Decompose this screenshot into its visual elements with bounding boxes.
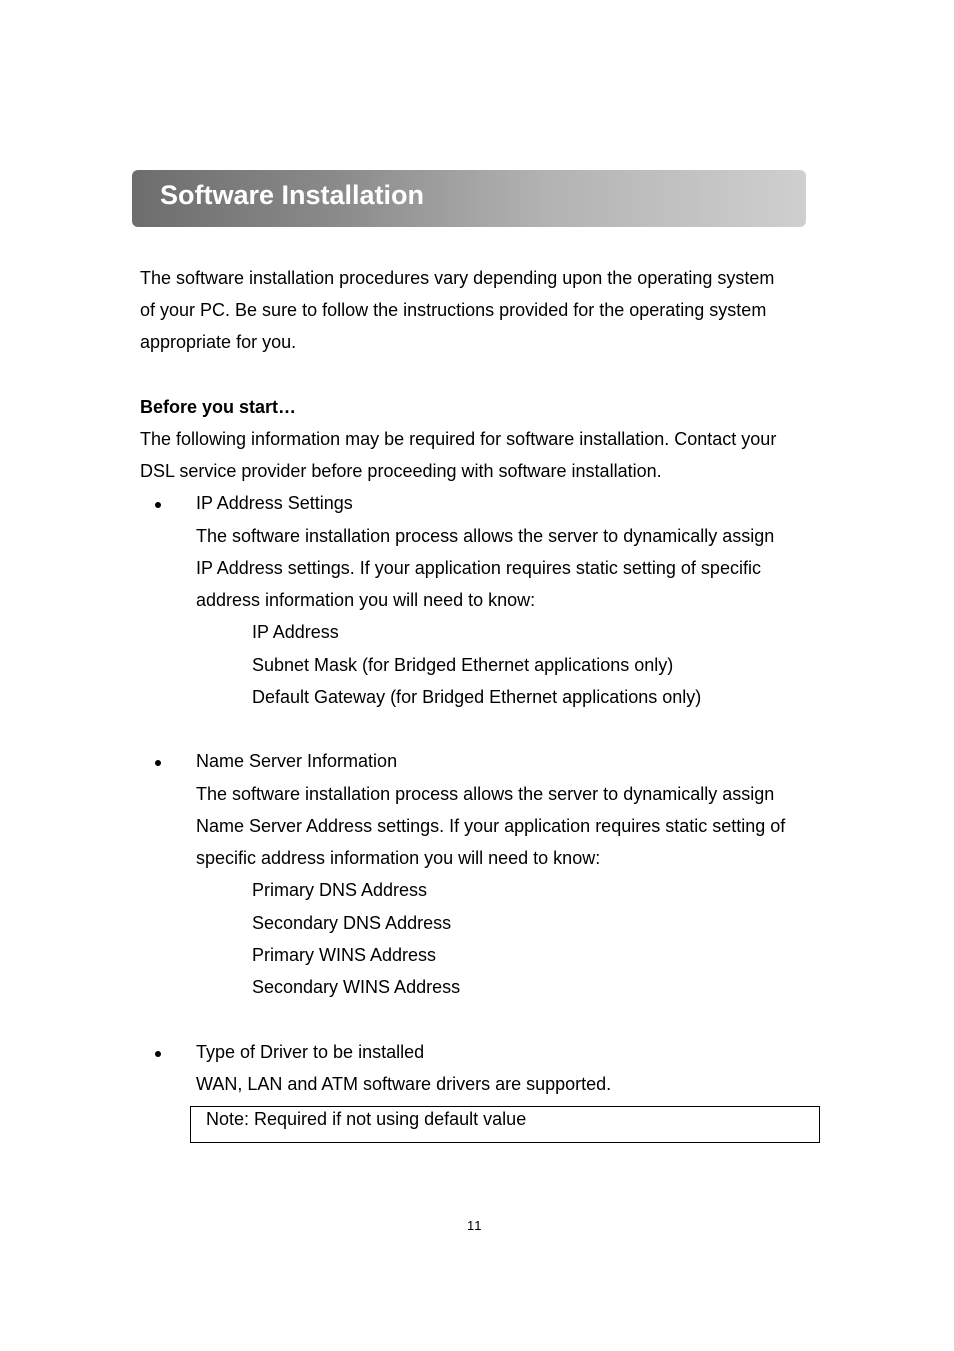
before-start-line: DSL service provider before proceeding with software installation. <box>140 461 662 481</box>
required-item: Primary WINS Address <box>252 945 437 965</box>
required-item: IP Address <box>252 622 339 642</box>
page-title: Software Installation <box>160 180 425 210</box>
required-item: Secondary WINS Address <box>252 977 461 997</box>
bullet-title-name-server: Name Server Information <box>196 751 398 771</box>
required-item: Secondary DNS Address <box>252 913 452 933</box>
bullet-body-line: The software installation process allows the server to dynamically assign <box>196 526 775 546</box>
bullet-title-driver-type: Type of Driver to be installed <box>196 1042 425 1062</box>
bullet-body-line: Name Server Address settings. If your application requires static setting of <box>196 816 786 836</box>
intro-line: The software installation procedures vary depending upon the operating system <box>140 268 775 288</box>
section-title-bar <box>132 170 806 227</box>
bullet-icon <box>155 1051 161 1057</box>
bullet-body-line: specific address information you will need to know: <box>196 848 601 868</box>
required-item: Primary DNS Address <box>252 880 428 900</box>
page-number: 11 <box>467 1218 483 1233</box>
bullet-body-line: WAN, LAN and ATM software drivers are supported. <box>196 1074 612 1094</box>
bullet-icon <box>155 760 161 766</box>
note-box <box>190 1106 820 1143</box>
required-item: Subnet Mask (for Bridged Ethernet applications only) <box>252 655 674 675</box>
bullet-icon <box>155 502 161 508</box>
before-start-heading: Before you start… <box>140 397 297 417</box>
required-item: Default Gateway (for Bridged Ethernet applications only) <box>252 687 702 707</box>
intro-line: appropriate for you. <box>140 332 297 352</box>
bullet-body-line: address information you will need to know: <box>196 590 536 610</box>
bullet-title-ip-settings: IP Address Settings <box>196 493 353 513</box>
note-text: Note: Required if not using default value <box>206 1109 527 1129</box>
intro-line: of your PC. Be sure to follow the instructions provided for the operating system <box>140 300 767 320</box>
bullet-body-line: IP Address settings. If your application requires static setting of specific <box>196 558 761 578</box>
bullet-body-line: The software installation process allows the server to dynamically assign <box>196 784 775 804</box>
before-start-line: The following information may be required for software installation. Contact your <box>140 429 777 449</box>
